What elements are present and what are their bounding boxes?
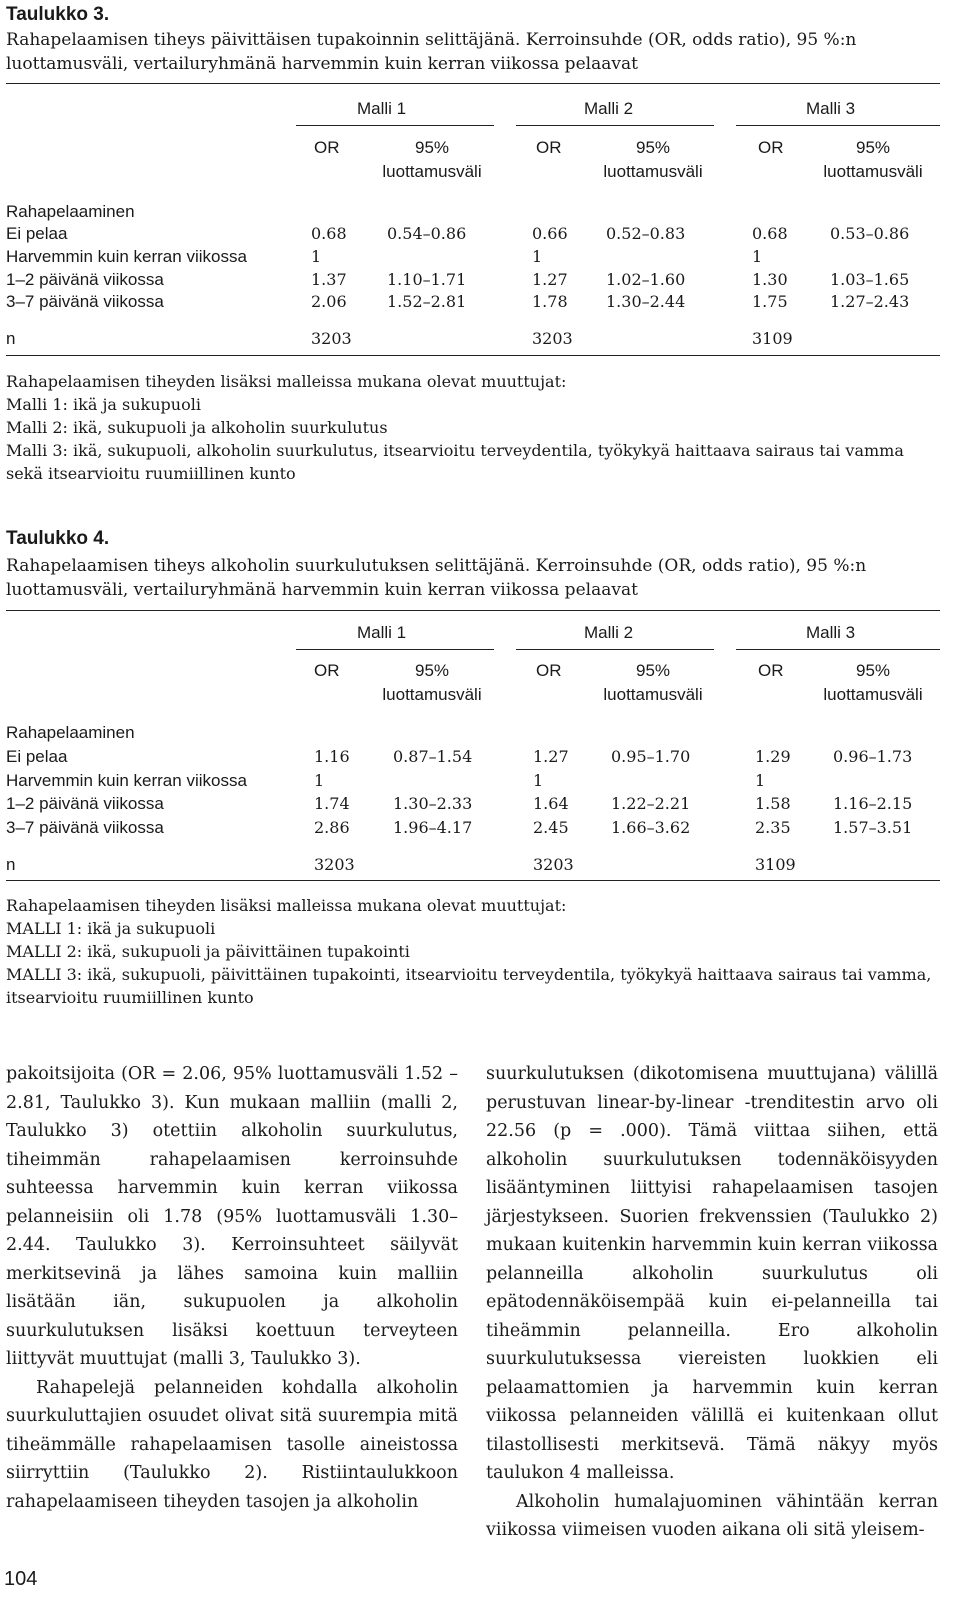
table3-model1-rule <box>296 125 494 126</box>
table3-bottom-rule <box>6 355 940 356</box>
table4-section-label: Rahapelaaminen <box>6 723 135 742</box>
table4-note: MALLI 3: ikä, sukupuoli, päivittäinen tupakointi, itsearvioitu terveydentila, työkykyä haittaava sairaus tai vamma, itsearvioitu ruumiillinen kunto <box>6 965 932 1007</box>
body-paragraph: Rahapelejä pelanneiden kohdalla alkoholin suurkuluttajien osuudet olivat sitä suurempia mitä tiheämmälle rahapelaamisen tasolle aineistossa siirryttiin (Taulukko 2). Ristiintaulukkoon rahapelaamiseen tiheyden tasojen ja alkoholin <box>6 1377 458 1512</box>
table3-n-label: n <box>6 329 16 348</box>
table4-cell: 2.35 <box>755 818 791 837</box>
table4-model3-rule <box>736 649 940 650</box>
table3-n-value: 3109 <box>752 329 793 348</box>
table3-notes <box>6 370 942 485</box>
table4-cell: 1.16 <box>314 747 350 766</box>
table4-ci-header-2: 95% luottamusväli <box>603 661 703 704</box>
table4-note: MALLI 2: ikä, sukupuoli ja päivittäinen tupakointi <box>6 942 410 961</box>
table4-ci-header-1: 95% luottamusväli <box>382 661 482 704</box>
table3-cell: 2.06 <box>311 292 347 311</box>
table3-cell: 1.03–1.65 <box>830 270 910 289</box>
table3-cell: 1.02–1.60 <box>606 270 686 289</box>
table4-cell: 2.45 <box>533 818 569 837</box>
table4-ci-header-3: 95% luottamusväli <box>823 661 923 704</box>
table4-cell: 0.96–1.73 <box>833 747 913 766</box>
table3-cell: 1.27 <box>532 270 568 289</box>
table4-cell: 1 <box>533 771 544 790</box>
table3-title: Taulukko 3. <box>6 4 110 25</box>
table3-row-label: Harvemmin kuin kerran viikossa <box>6 247 247 266</box>
table4-cell: 2.86 <box>314 818 350 837</box>
table4-cell: 1.66–3.62 <box>611 818 691 837</box>
table3-model2-rule <box>516 125 714 126</box>
table4-row-label: Harvemmin kuin kerran viikossa <box>6 771 247 790</box>
table3-or-header-3: OR <box>758 138 784 157</box>
table3-note: Malli 2: ikä, sukupuoli ja alkoholin suurkulutus <box>6 418 388 437</box>
table4-cell: 1.57–3.51 <box>833 818 913 837</box>
table3-row-label: Ei pelaa <box>6 224 68 243</box>
table4-cell: 1.58 <box>755 794 791 813</box>
table4-cell: 1.27 <box>533 747 569 766</box>
table3-ci-header-2: 95% luottamusväli <box>603 138 703 181</box>
table3-cell: 1.75 <box>752 292 788 311</box>
table4-title: Taulukko 4. <box>6 528 110 549</box>
table3-caption: Rahapelaamisen tiheys päivittäisen tupakoinnin selittäjänä. Kerroinsuhde (OR, odds ratio), 95 %:n luottamusväli, vertailuryhmänä harvemmin kuin kerran viikossa pelaavat <box>6 30 857 74</box>
table3-cell: 0.68 <box>311 224 347 243</box>
table3-cell: 0.66 <box>532 224 568 243</box>
table4-cell: 1 <box>755 771 766 790</box>
table4-cell: 1.22–2.21 <box>611 794 691 813</box>
table3-model3-rule <box>736 125 940 126</box>
table3-top-rule <box>6 83 940 84</box>
body-paragraph: Alkoholin humalajuominen vähintään kerran viikossa viimeisen vuoden aikana oli sitä yleisem- <box>486 1491 938 1540</box>
table3-model2-header: Malli 2 <box>584 99 634 118</box>
table3-note: Malli 3: ikä, sukupuoli, alkoholin suurkulutus, itsearvioitu terveydentila, työkykyä haittaava sairaus tai vamma sekä itsearvioitu ruumiillinen kunto <box>6 441 904 483</box>
table3-cell: 1.52–2.81 <box>387 292 467 311</box>
table4-row-label: Ei pelaa <box>6 747 68 766</box>
table4-or-header-2: OR <box>536 661 562 680</box>
table4-model1-header: Malli 1 <box>357 623 407 642</box>
table3-ci-header-1: 95% luottamusväli <box>382 138 482 181</box>
table3-row-label: 1–2 päivänä viikossa <box>6 270 164 289</box>
table3-cell: 1.78 <box>532 292 568 311</box>
table4-note: Rahapelaamisen tiheyden lisäksi malleissa mukana olevat muuttujat: <box>6 896 567 915</box>
table4-cell: 1.74 <box>314 794 350 813</box>
table4-cell: 1 <box>314 771 325 790</box>
table4-cell: 1.64 <box>533 794 569 813</box>
table3-or-header-1: OR <box>314 138 340 157</box>
table4-cell: 1.96–4.17 <box>393 818 473 837</box>
table4-row-label: 3–7 päivänä viikossa <box>6 818 164 837</box>
page-number: 104 <box>4 1568 38 1590</box>
table3-cell: 1.27–2.43 <box>830 292 910 311</box>
table4-model1-rule <box>296 649 494 650</box>
table4-note: MALLI 1: ikä ja sukupuoli <box>6 919 216 938</box>
table4-model2-header: Malli 2 <box>584 623 634 642</box>
table3-cell: 0.53–0.86 <box>830 224 910 243</box>
body-paragraph: suurkulutuksen (dikotomisena muuttujana) välillä perustuvan linear-by-linear -trenditestin arvo oli 22.56 (p = .000). Tämä viittaa siihen, että alkoholin suurkulutuksen todennäköisyyden lisääntyminen liittyisi rahapelaamisen tasojen järjestykseen. Suorien frekvenssien (Taulukko 2) mukaan kuitenkin harvemmin kuin kerran viikossa pelanneilla alkoholin suurkulutus oli epätodennäköisempää kuin ei-pelanneilla tai tiheämmin pelanneilla. Ero alkoholin suurkulutuksessa viereisten luokkien eli pelaamattomien ja harvemmin kuin kerran viikossa pelanneiden välillä ei kuitenkaan ollut tilastollisesti merkitsevä. Tämä näkyy myös taulukon 4 malleissa. <box>486 1064 938 1483</box>
table4-n-value: 3109 <box>755 855 796 874</box>
table3-cell: 1 <box>311 247 322 266</box>
table4-cell: 0.95–1.70 <box>611 747 691 766</box>
body-paragraph: pakoitsijoita (OR = 2.06, 95% luottamusväli 1.52 –2.81, Taulukko 3). Kun mukaan malliin (malli 2, Taulukko 3) otettiin alkoholin suurkulutus, tiheimmän rahapelaamisen kerroinsuhde suhteessa harvemmin kuin kerran viikossa pelanneisiin oli 1.78 (95% luottamusväli 1.30–2.44. Taulukko 3). Kerroinsuhteet säilyvät merkitsevinä ja lähes samoina kuin malliin lisätään iän, sukupuolen ja alkoholin suurkulutuksen lisäksi koettuun terveyteen liittyvät muuttujat (malli 3, Taulukko 3). <box>6 1064 458 1369</box>
table4-cell: 0.87–1.54 <box>393 747 473 766</box>
table3-n-value: 3203 <box>311 329 352 348</box>
table3-cell: 0.54–0.86 <box>387 224 467 243</box>
table3-n-value: 3203 <box>532 329 573 348</box>
table4-or-header-1: OR <box>314 661 340 680</box>
table4-n-value: 3203 <box>314 855 355 874</box>
table3-row-label: 3–7 päivänä viikossa <box>6 292 164 311</box>
table3-section-label: Rahapelaaminen <box>6 202 135 221</box>
table3-cell: 1 <box>752 247 763 266</box>
table3-note: Rahapelaamisen tiheyden lisäksi malleissa mukana olevat muuttujat: <box>6 372 567 391</box>
table4-notes <box>6 894 942 1009</box>
table3-cell: 1.30 <box>752 270 788 289</box>
table4-model2-rule <box>516 649 714 650</box>
table4-row-label: 1–2 päivänä viikossa <box>6 794 164 813</box>
table3-cell: 1 <box>532 247 543 266</box>
table4-top-rule <box>6 610 940 611</box>
table3-cell: 1.10–1.71 <box>387 270 467 289</box>
table3-cell: 1.30–2.44 <box>606 292 686 311</box>
table4-cell: 1.16–2.15 <box>833 794 913 813</box>
table3-or-header-2: OR <box>536 138 562 157</box>
table4-bottom-rule <box>6 880 940 881</box>
table3-ci-header-3: 95% luottamusväli <box>823 138 923 181</box>
table4-caption: Rahapelaamisen tiheys alkoholin suurkulutuksen selittäjänä. Kerroinsuhde (OR, odds ratio), 95 %:n luottamusväli, vertailuryhmänä harvemmin kuin kerran viikossa pelaavat <box>6 556 867 600</box>
table3-model1-header: Malli 1 <box>357 99 407 118</box>
table3-cell: 0.68 <box>752 224 788 243</box>
table4-or-header-3: OR <box>758 661 784 680</box>
table4-cell: 1.30–2.33 <box>393 794 473 813</box>
table4-n-label: n <box>6 855 16 874</box>
table4-cell: 1.29 <box>755 747 791 766</box>
table4-model3-header: Malli 3 <box>806 623 856 642</box>
table4-n-value: 3203 <box>533 855 574 874</box>
body-column-left <box>6 1060 458 1516</box>
body-column-right <box>486 1060 938 1545</box>
table3-note: Malli 1: ikä ja sukupuoli <box>6 395 201 414</box>
table3-cell: 0.52–0.83 <box>606 224 686 243</box>
table3-cell: 1.37 <box>311 270 347 289</box>
table3-model3-header: Malli 3 <box>806 99 856 118</box>
